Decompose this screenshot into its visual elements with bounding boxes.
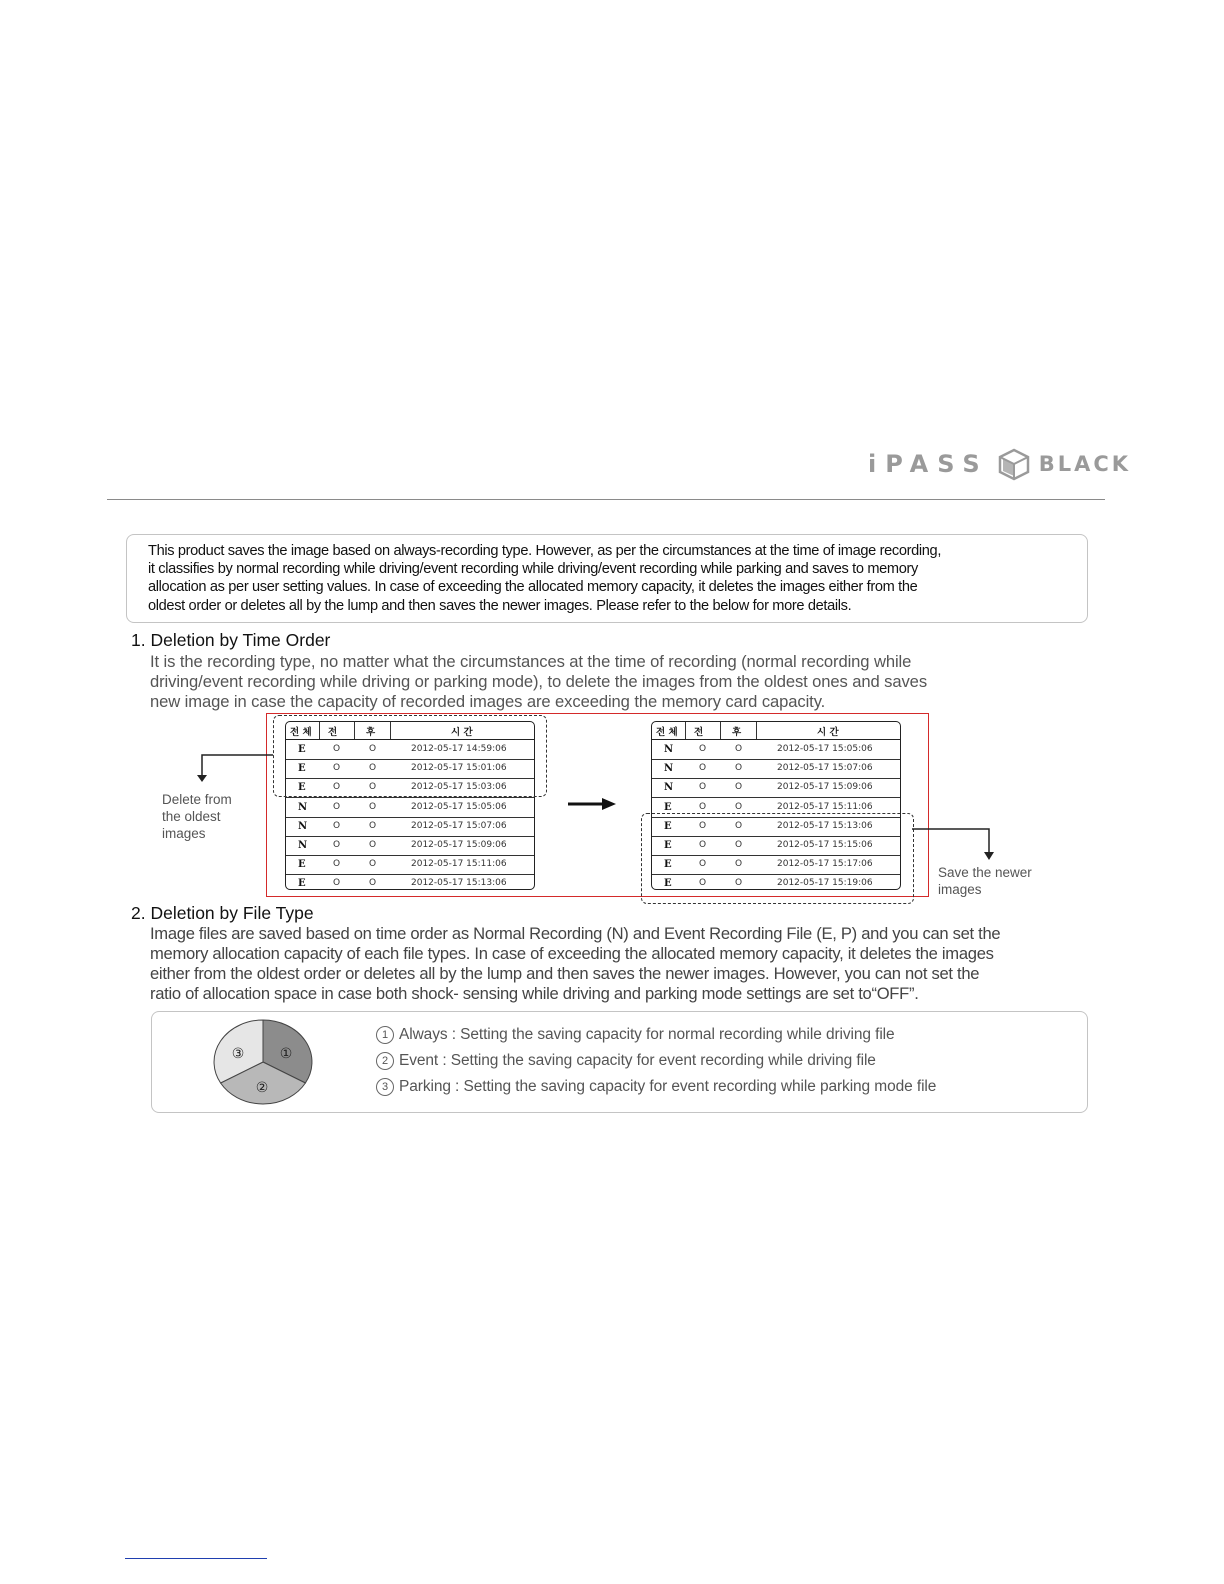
cell-type: N [298, 820, 308, 832]
cell-front: O [699, 840, 707, 850]
cell-front: O [333, 744, 341, 754]
legend-text: Always : Setting the saving capacity for normal recording while driving file [399, 1026, 895, 1043]
pie-label-3: ③ [231, 1046, 245, 1062]
cell-time: 2012-05-17 14:59:06 [411, 744, 507, 754]
legend-number: 3 [376, 1078, 394, 1096]
cell-time: 2012-05-17 15:19:06 [777, 878, 873, 889]
column-header: 전 [328, 727, 338, 738]
column-header: 후 [732, 727, 742, 738]
pie-label-1: ① [279, 1046, 293, 1062]
cell-time: 2012-05-17 15:05:06 [777, 744, 873, 754]
cell-front: O [333, 801, 341, 812]
section2-title: 2. Deletion by File Type [131, 903, 314, 923]
legend-item-event [376, 1052, 876, 1070]
cell-type: N [664, 744, 674, 755]
cell-rear: O [369, 763, 377, 774]
legend-text: Parking : Setting the saving capacity for event recording while parking mode file [399, 1078, 937, 1095]
cell-front: O [333, 820, 341, 831]
cell-front: O [333, 763, 341, 774]
save-label-line: Save the newer [938, 865, 1032, 880]
section2-line: Image files are saved based on time order as Normal Recording (N) and Event Recording File (E, P) and you can set the [150, 924, 1001, 943]
delete-label-line: the oldest [162, 809, 221, 824]
section1-line: It is the recording type, no matter what the circumstances at the time of recording (normal recording while [150, 652, 912, 671]
cell-time: 2012-05-17 15:15:06 [777, 840, 873, 850]
cell-rear: O [369, 878, 377, 889]
cell-rear: O [735, 782, 743, 793]
cell-rear: O [369, 801, 377, 812]
intro-line: allocation as per user setting values. In case of exceeding the allocated memory capacity, it deletes the images either from the [148, 579, 918, 596]
cell-type: E [298, 878, 306, 890]
column-header: 시 간 [817, 727, 839, 738]
cell-type: N [664, 782, 674, 794]
section1-line: new image in case the capacity of recorded images are exceeding the memory card capacity. [150, 692, 826, 711]
cell-time: 2012-05-17 15:11:06 [777, 801, 873, 812]
delete-arrowhead [197, 775, 207, 782]
legend-item-always [376, 1026, 895, 1044]
cell-type: E [664, 878, 672, 890]
column-header: 시 간 [451, 727, 473, 738]
cell-type: E [664, 820, 672, 832]
cell-front: O [699, 859, 707, 870]
column-header: 전 [694, 727, 704, 738]
cell-rear: O [735, 878, 743, 889]
cell-rear: O [369, 840, 377, 850]
cell-type: E [298, 763, 306, 775]
cell-type: E [298, 782, 306, 794]
footer-line [125, 1558, 267, 1559]
cell-type: E [298, 859, 306, 871]
delete-label [162, 791, 232, 842]
cell-type: E [664, 840, 672, 851]
section2-line: ratio of allocation space in case both shock- sensing while driving and parking mode settings are set to“OFF”. [150, 984, 919, 1003]
cell-time: 2012-05-17 15:13:06 [777, 820, 873, 831]
cell-rear: O [735, 840, 743, 850]
logo-prefix: iPASS [868, 450, 989, 478]
delete-label-line: Delete from [162, 792, 232, 807]
section2-line: memory allocation capacity of each file types. In case of exceeding the allocated memory capacity, it deletes the images [150, 944, 994, 963]
cell-time: 2012-05-17 15:03:06 [411, 782, 507, 793]
intro-line: oldest order or deletes all by the lump and then saves the newer images. Please refer to the below for more details. [148, 597, 852, 614]
cell-rear: O [735, 801, 743, 812]
cell-time: 2012-05-17 15:05:06 [411, 801, 507, 812]
cell-front: O [699, 878, 707, 889]
cell-time: 2012-05-17 15:01:06 [411, 763, 507, 774]
cell-front: O [699, 763, 707, 774]
legend-number: 2 [376, 1052, 394, 1070]
cell-time: 2012-05-17 15:07:06 [777, 763, 873, 774]
intro-line: it classifies by normal recording while driving/event recording while driving/event recording while parking and saves to memory [148, 561, 918, 578]
cell-front: O [699, 801, 707, 812]
cell-front: O [699, 782, 707, 793]
cell-rear: O [369, 859, 377, 870]
cell-type: N [298, 840, 308, 851]
delete-label-line: images [162, 826, 206, 841]
cell-rear: O [369, 782, 377, 793]
cell-front: O [699, 820, 707, 831]
allocation-pie-chart [212, 1018, 314, 1106]
save-arrowhead [984, 852, 994, 860]
cell-rear: O [735, 820, 743, 831]
cell-rear: O [735, 859, 743, 870]
cell-time: 2012-05-17 15:11:06 [411, 859, 507, 870]
cell-rear: O [735, 744, 743, 754]
section1-line: driving/event recording while driving or parking mode), to delete the images from the oldest ones and saves [150, 672, 928, 691]
column-header: 전 체 [656, 727, 678, 738]
save-label-line: images [938, 882, 982, 897]
legend-item-parking [376, 1078, 936, 1096]
section2-body [150, 924, 1095, 1004]
cell-type: N [298, 801, 308, 813]
cell-time: 2012-05-17 15:13:06 [411, 878, 507, 889]
column-header: 후 [366, 727, 376, 738]
cell-time: 2012-05-17 15:07:06 [411, 820, 507, 831]
cell-time: 2012-05-17 15:09:06 [777, 782, 873, 793]
save-connector [912, 829, 989, 852]
legend-number: 1 [376, 1026, 394, 1044]
cell-rear: O [735, 763, 743, 774]
column-header: 전 체 [290, 727, 312, 738]
logo-suffix: BLACK [1038, 452, 1132, 476]
cell-front: O [333, 859, 341, 870]
section2-line: either from the oldest order or deletes all by the lump and then saves the newer images. However, you can not set the [150, 964, 980, 983]
transition-arrowhead [602, 798, 616, 810]
intro-line: This product saves the image based on always-recording type. However, as per the circumstances at the time of image recording, [148, 543, 942, 559]
save-label [938, 864, 1032, 898]
cell-front: O [333, 782, 341, 793]
section1-title: 1. Deletion by Time Order [131, 630, 331, 650]
cell-front: O [333, 840, 341, 850]
cell-time: 2012-05-17 15:09:06 [411, 840, 507, 850]
cell-type: N [664, 763, 674, 775]
cell-type: E [664, 859, 672, 871]
delete-connector [202, 755, 273, 775]
cell-type: E [298, 744, 306, 755]
cell-type: E [664, 801, 672, 813]
cell-front: O [699, 744, 707, 754]
pie-label-2: ② [255, 1080, 269, 1096]
cell-rear: O [369, 744, 377, 754]
legend-text: Event : Setting the saving capacity for event recording while driving file [399, 1052, 876, 1069]
cell-time: 2012-05-17 15:17:06 [777, 859, 873, 870]
cell-front: O [333, 878, 341, 889]
cell-rear: O [369, 820, 377, 831]
